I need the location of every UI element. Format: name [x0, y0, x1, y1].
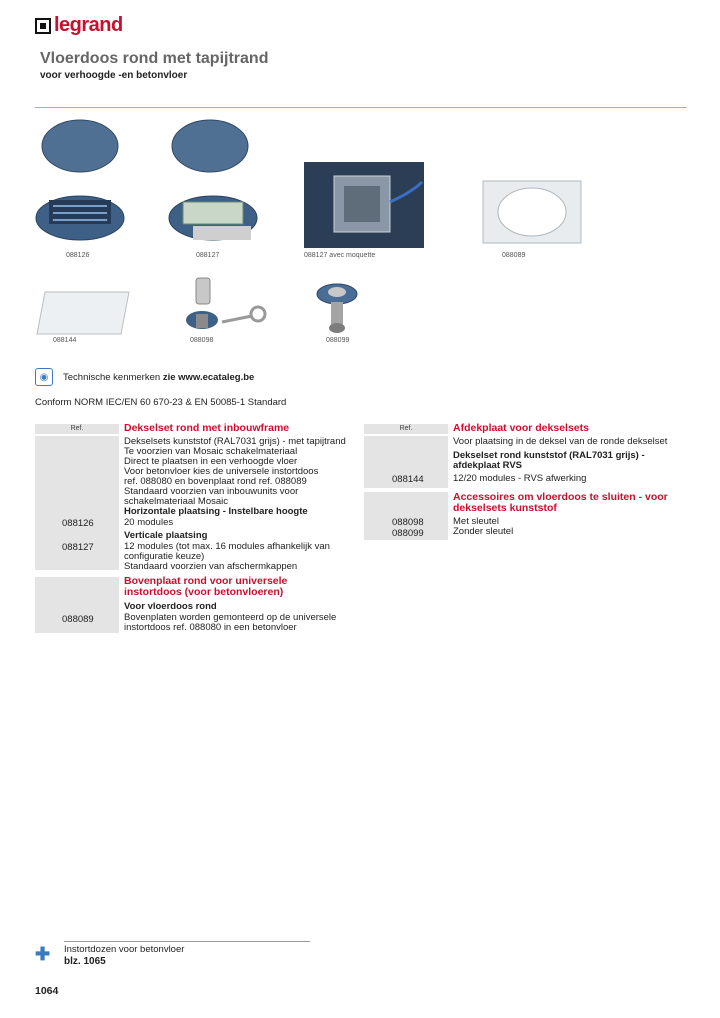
- image-caption: 088099: [326, 337, 350, 344]
- product-image-088126: [35, 118, 125, 248]
- image-caption: 088126: [66, 252, 90, 259]
- item-description: Zonder sleutel: [453, 526, 514, 537]
- page-title: Vloerdoos rond met tapijtrand: [40, 50, 269, 67]
- item-description: Bovenplaten worden gemonteerd op de universele instortdoos ref. 088080 in een betonvloer: [124, 612, 337, 633]
- product-image-088127-carpet: [304, 162, 424, 248]
- catalog-icon: ◉: [35, 368, 53, 386]
- section-title: Accessoires om vloerdoos te sluiten - voor dekselsets kunststof: [453, 491, 668, 514]
- subheading: Verticale plaatsing: [124, 530, 208, 541]
- item-description: 12 modules (tot max. 16 modules afhankelijk van configuratie keuze) Standaard voorzien van afschermkappen: [124, 541, 330, 572]
- ref-number: 088089: [62, 614, 94, 625]
- ref-number: 088099: [392, 528, 424, 539]
- header-divider: [35, 107, 687, 108]
- section-title: Afdekplaat voor dekselsets: [453, 422, 589, 434]
- image-caption: 088089: [502, 252, 526, 259]
- image-caption: 088127: [196, 252, 220, 259]
- image-caption: 088127 avec moquette: [304, 252, 376, 259]
- plus-cross-icon: ✚: [35, 944, 51, 964]
- brand-name: legrand: [54, 14, 123, 36]
- footer-divider: [64, 941, 310, 942]
- subheading: Dekselset rond kunststof (RAL7031 grijs) - afdekplaat RVS: [453, 450, 645, 471]
- product-image-088098: [182, 276, 268, 338]
- product-image-088099: [314, 280, 360, 336]
- image-caption: 088098: [190, 337, 214, 344]
- section-title: Dekselset rond met inbouwframe: [124, 422, 290, 434]
- page-number: 1064: [35, 985, 59, 997]
- brand-logo: [35, 14, 123, 37]
- product-image-088089: [482, 180, 582, 244]
- ref-header: Ref.: [35, 424, 119, 434]
- image-caption: 088144: [53, 337, 77, 344]
- ecataleg-link[interactable]: zie www.ecataleg.be: [162, 371, 255, 383]
- footer-reference: Instortdozen voor betonvloer: [64, 944, 185, 955]
- ref-header: Ref.: [364, 424, 448, 434]
- conformity-text: Conform NORM IEC/EN 60 670-23 & EN 50085-1 Standard: [35, 397, 287, 408]
- item-description: Met sleutel: [453, 516, 499, 527]
- ref-number: 088127: [62, 542, 94, 553]
- page-subtitle: voor verhoogde -en betonvloer: [40, 70, 188, 81]
- tech-specs-row: [35, 368, 254, 386]
- subheading: Voor vloerdoos rond: [124, 601, 217, 612]
- product-image-088144: [35, 290, 131, 336]
- logo-mark-icon: [35, 18, 51, 34]
- subheading: Horizontale plaatsing - Instelbare hoogte: [124, 506, 308, 517]
- tech-label: Technische kenmerken: [63, 371, 163, 383]
- item-description: 20 modules: [124, 517, 174, 528]
- item-description: 12/20 modules - RVS afwerking: [453, 473, 587, 484]
- ref-number: 088126: [62, 518, 94, 529]
- section-description: Dekselsets kunststof (RAL7031 grijs) - met tapijtrand Te voorzien van Mosaic schakelmateriaal Direct te plaatsen in een verhoogde vloer Voor betonvloer kies de universele instortdoos ref. 088080 en bovenplaat rond ref. 088089 Standaard voorzien van inbouwunits voor schakelmateriaal Mosaic: [124, 436, 346, 507]
- product-image-088127: [165, 118, 260, 248]
- ref-number: 088144: [392, 474, 424, 485]
- ref-number: 088098: [392, 517, 424, 528]
- footer-page-link[interactable]: blz. 1065: [64, 956, 106, 967]
- section-description: Voor plaatsing in de deksel van de ronde dekselset: [453, 436, 668, 447]
- section-title: Bovenplaat rond voor universele instortdoos (voor betonvloeren): [124, 575, 288, 598]
